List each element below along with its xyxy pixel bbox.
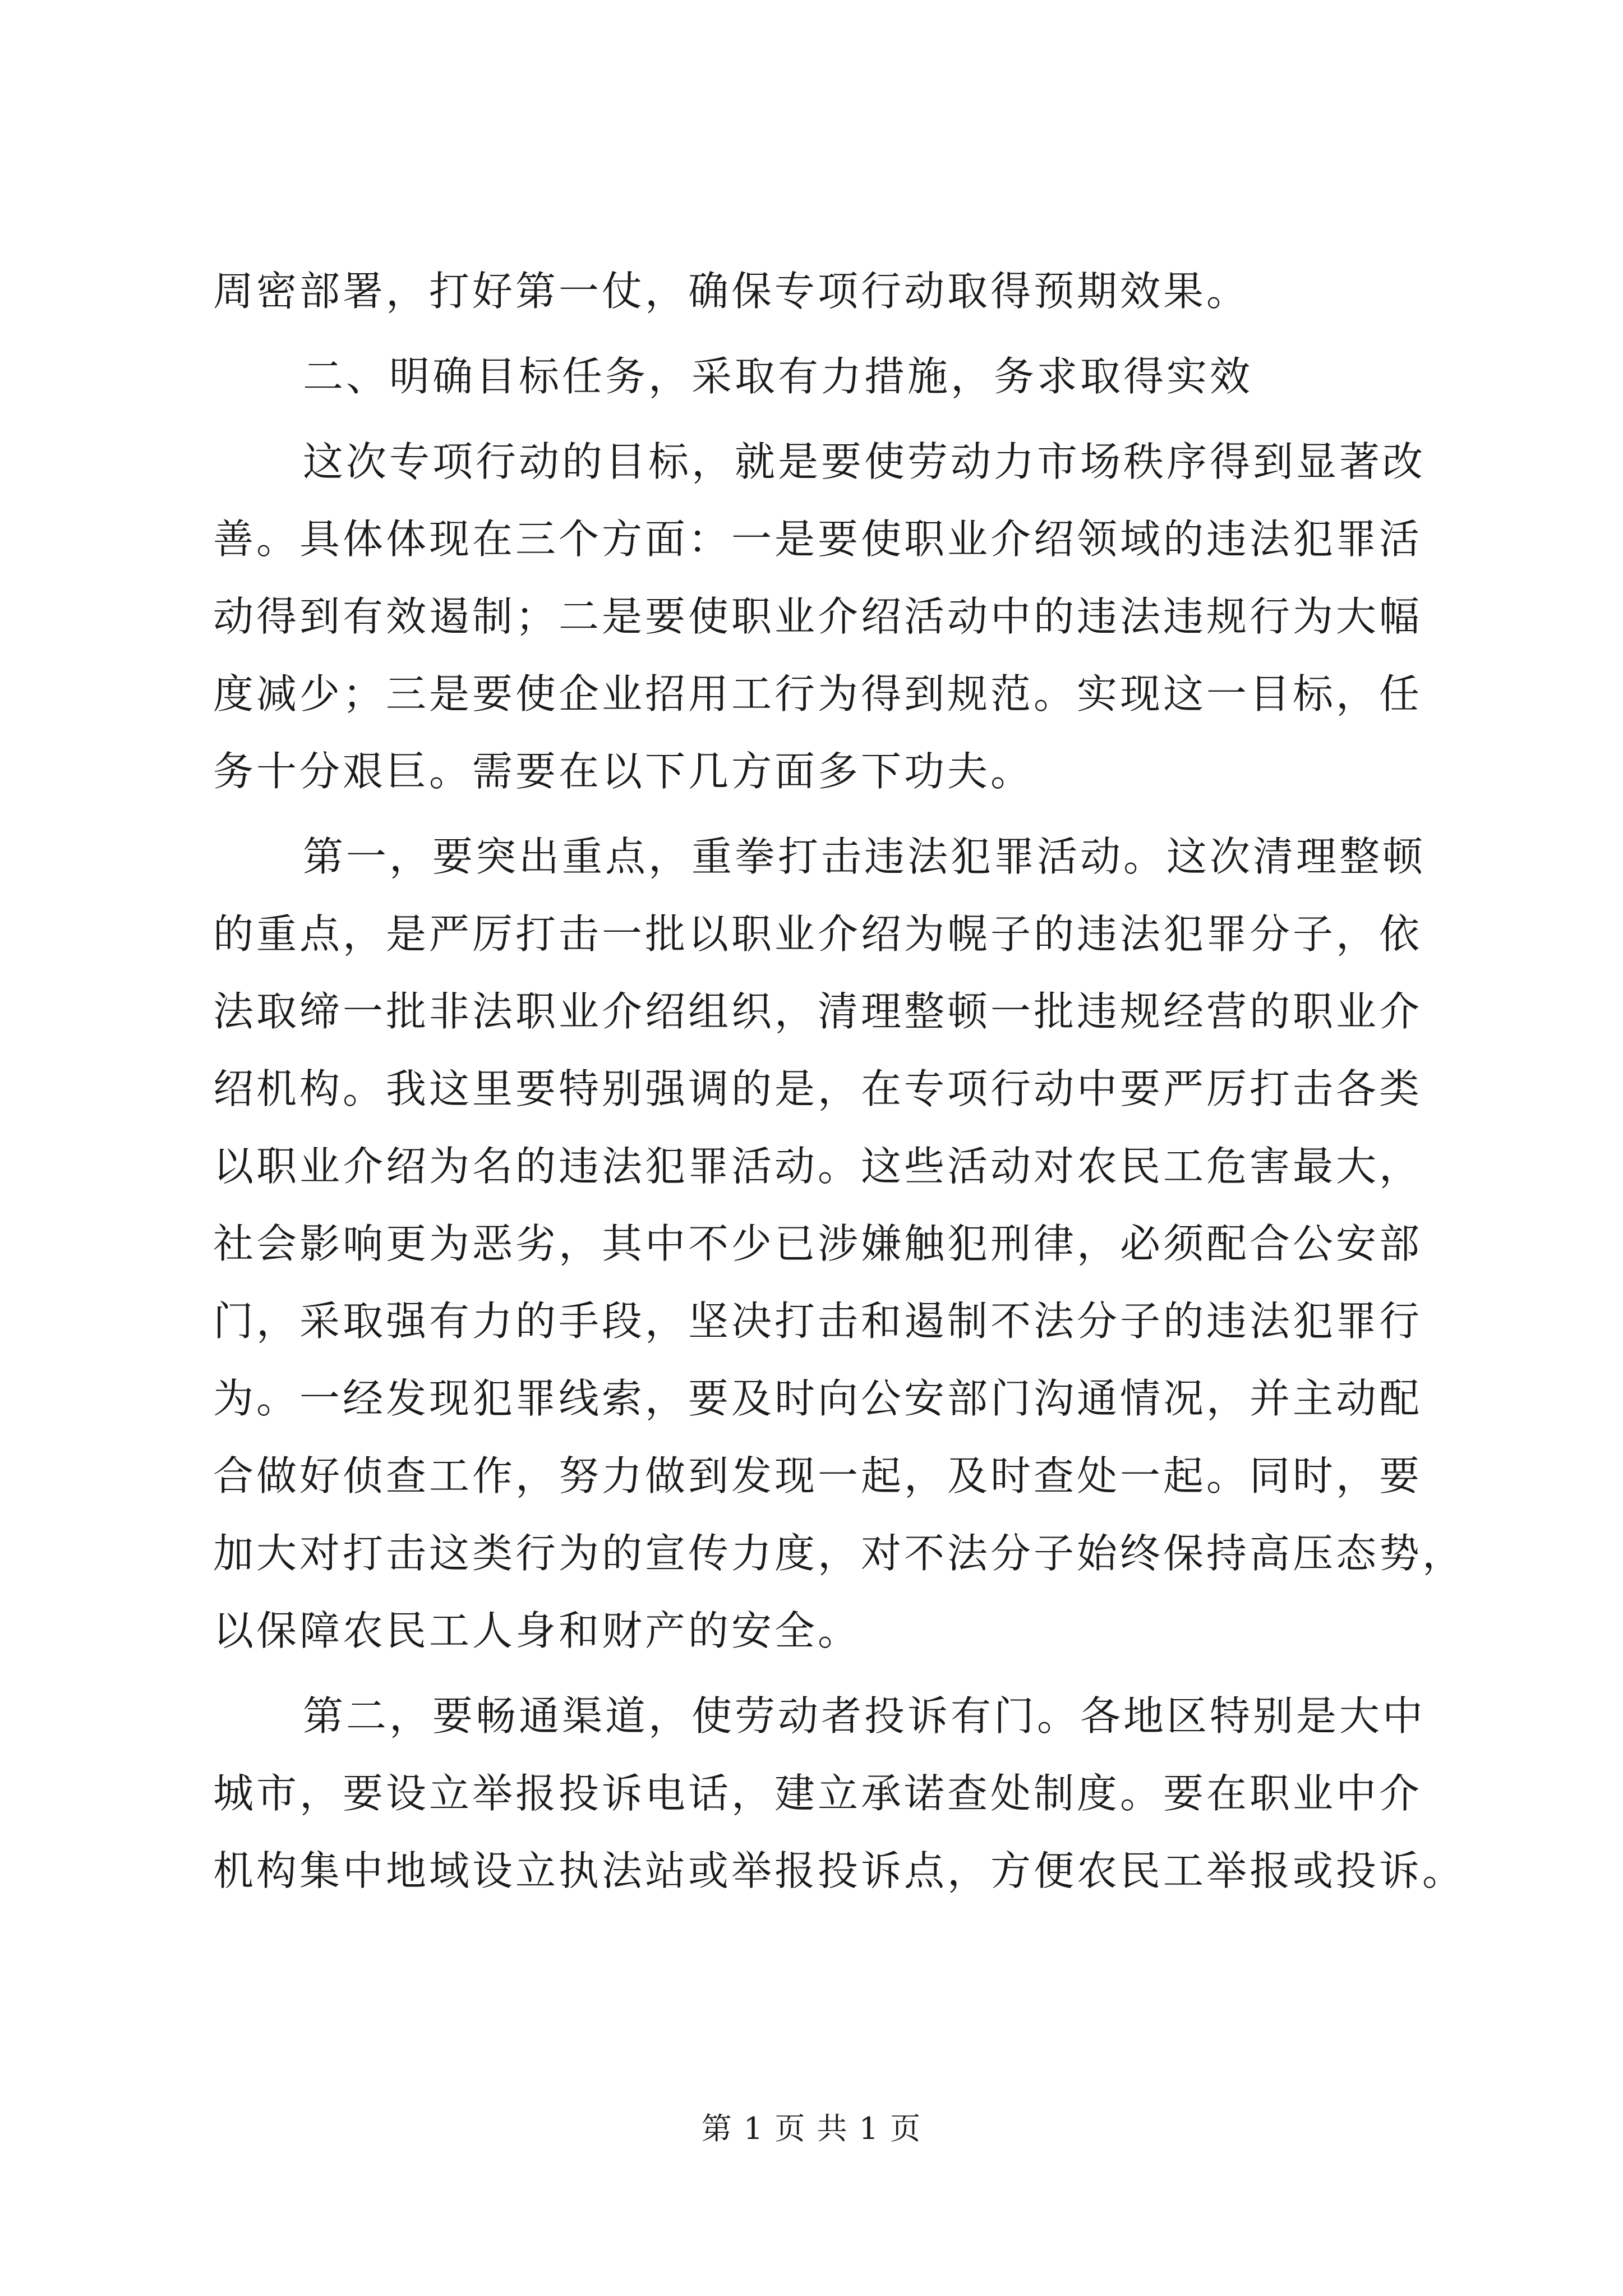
text-line: 动得到有效遏制；二是要使职业介绍活动中的违法违规行为大幅 — [213, 593, 1423, 640]
paragraph — [213, 423, 1426, 810]
document-body — [213, 252, 1466, 1910]
text-line: 合做好侦查工作，努力做到发现一起，及时查处一起。同时，要 — [213, 1452, 1423, 1499]
text-line: 的重点，是严厉打击一批以职业介绍为幌子的违法犯罪分子，依 — [213, 910, 1423, 958]
text-line: 为。一经发现犯罪线索，要及时向公安部门沟通情况，并主动配 — [213, 1375, 1423, 1422]
text-line: 二、明确目标任务，采取有力措施，务求取得实效 — [303, 353, 1253, 400]
paragraph — [213, 818, 1466, 1669]
text-line: 门，采取强有力的手段，坚决打击和遏制不法分子的违法犯罪行 — [213, 1297, 1423, 1345]
text-line: 善。具体体现在三个方面：一是要使职业介绍领域的违法犯罪活 — [213, 516, 1423, 563]
text-line: 社会影响更为恶劣，其中不少已涉嫌触犯刑律，必须配合公安部 — [213, 1220, 1423, 1267]
text-line: 机构集中地域设立执法站或举报投诉点，方便农民工举报或投诉。 — [213, 1847, 1466, 1894]
paragraph — [213, 1677, 1466, 1910]
text-line: 度减少；三是要使企业招用工行为得到规范。实现这一目标，任 — [213, 670, 1423, 717]
text-line: 以职业介绍为名的违法犯罪活动。这些活动对农民工危害最大， — [213, 1143, 1423, 1190]
text-line: 周密部署，打好第一仗，确保专项行动取得预期效果。 — [213, 268, 1250, 315]
text-line: 加大对打击这类行为的宣传力度，对不法分子始终保持高压态势， — [213, 1530, 1466, 1577]
text-line: 法取缔一批非法职业介绍组织，清理整顿一批违规经营的职业介 — [213, 988, 1423, 1035]
text-line: 以保障农民工人身和财产的安全。 — [213, 1607, 861, 1654]
paragraph — [213, 338, 1419, 415]
page-footer: 第 1 页 共 1 页 — [701, 2111, 922, 2146]
text-line: 务十分艰巨。需要在以下几方面多下功夫。 — [213, 748, 1034, 795]
text-line: 这次专项行动的目标，就是要使劳动力市场秩序得到显著改 — [303, 438, 1426, 485]
text-line: 第一，要突出重点，重拳打击违法犯罪活动。这次清理整顿 — [303, 833, 1426, 880]
text-line: 城市，要设立举报投诉电话，建立承诺查处制度。要在职业中介 — [213, 1770, 1423, 1817]
text-line: 第二，要畅通渠道，使劳动者投诉有门。各地区特别是大中 — [303, 1692, 1426, 1740]
text-line: 绍机构。我这里要特别强调的是，在专项行动中要严厉打击各类 — [213, 1065, 1423, 1112]
paragraph — [213, 252, 1419, 330]
